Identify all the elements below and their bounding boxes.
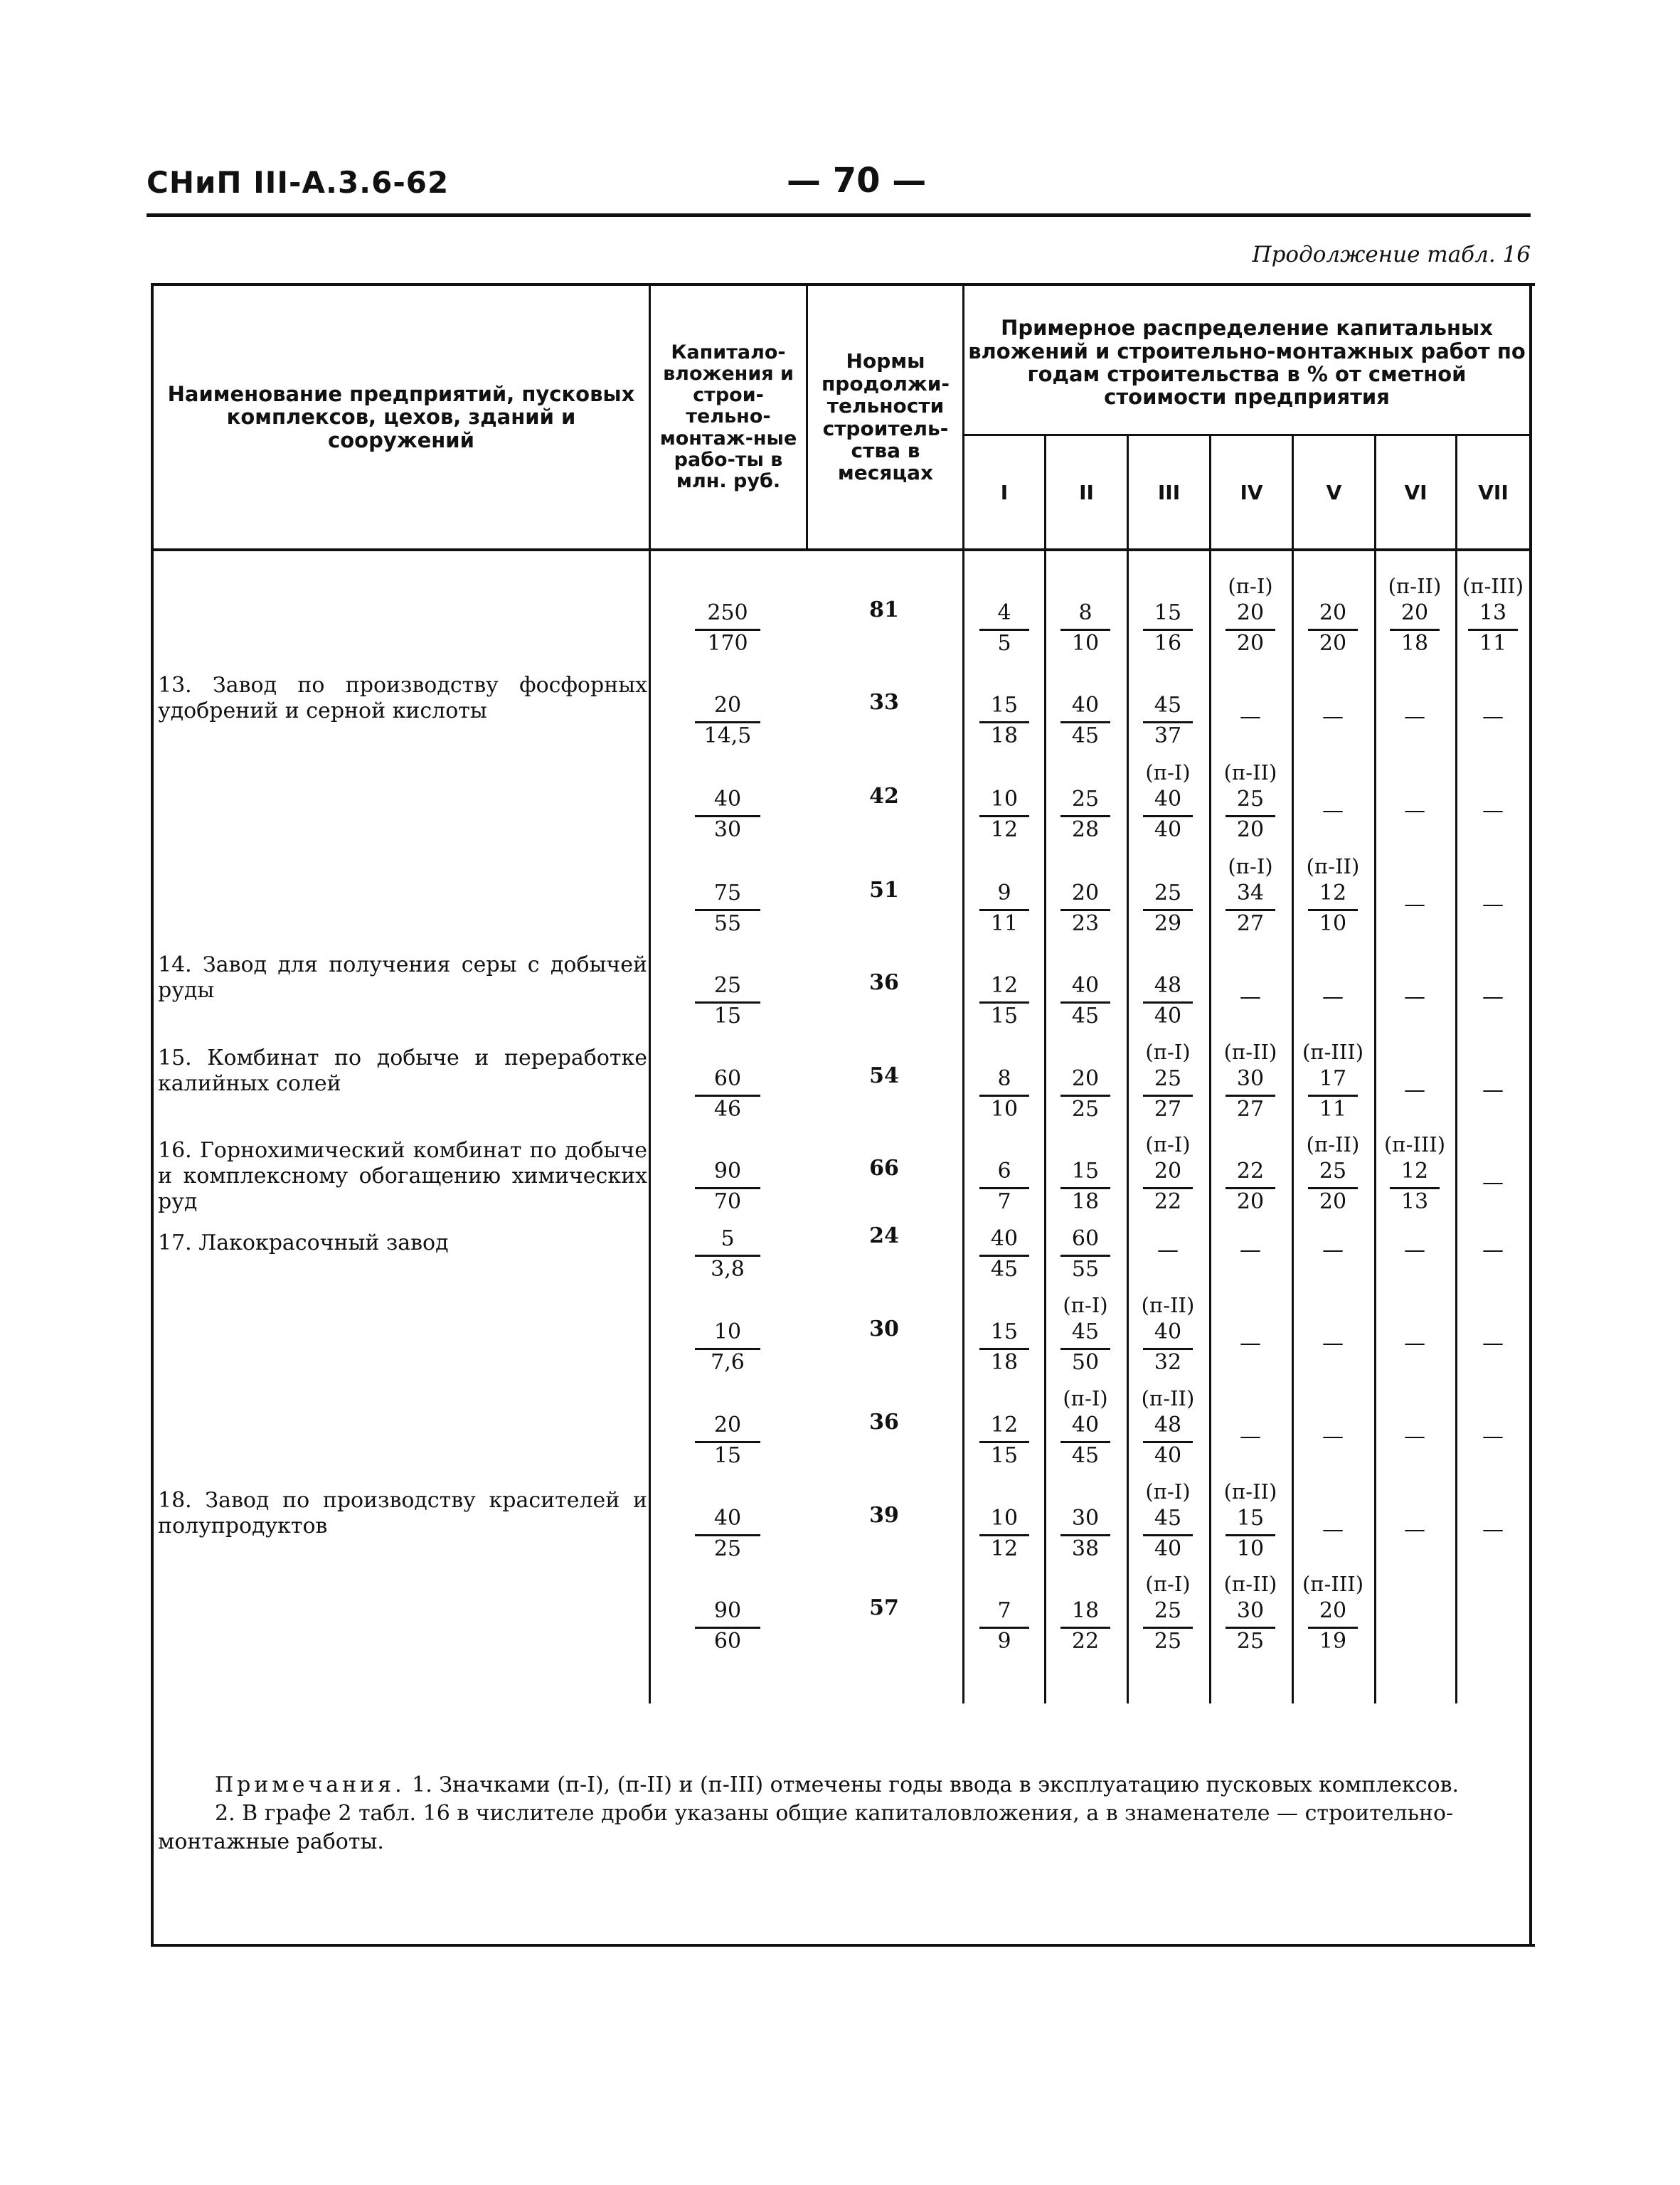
year-share-total: 8: [997, 1066, 1011, 1091]
capital-fraction: [671, 1504, 785, 1562]
year-share-total: 15: [990, 693, 1019, 718]
capital-fraction: [671, 1597, 785, 1654]
capital-fraction: [671, 1411, 785, 1469]
year-share-total: 7: [997, 1598, 1011, 1623]
construction-norm-months: 33: [869, 690, 899, 715]
year-share-construction: 18: [1390, 629, 1440, 656]
capital-construction: 170: [695, 629, 760, 656]
year-share-fraction: [1208, 760, 1293, 843]
year-share-total: 22: [1236, 1159, 1265, 1184]
year-share-total: 45: [1071, 1319, 1100, 1344]
empty-dash: —: [1240, 704, 1261, 729]
empty-dash: —: [1322, 1424, 1344, 1449]
header-norms-column: Нормы продолжи-тельности строитель-ства в месяцах: [821, 349, 950, 485]
capital-construction: 55: [695, 909, 760, 937]
year-share-fraction: [1125, 760, 1211, 843]
year-share-fraction: [1125, 691, 1211, 749]
year-share-total: 4: [997, 600, 1011, 625]
year-share-construction: 18: [979, 721, 1029, 749]
capital-fraction: [671, 691, 785, 749]
year-share-total: 18: [1071, 1598, 1100, 1623]
empty-dash: —: [1322, 1517, 1344, 1542]
year-share-construction: 19: [1308, 1627, 1358, 1654]
capital-total: 20: [713, 693, 742, 718]
year-share-construction: 25: [1060, 1095, 1110, 1122]
empty-dash: —: [1240, 1238, 1261, 1262]
year-share-fraction: [1208, 1039, 1293, 1122]
empty-dash: —: [1322, 1331, 1344, 1356]
year-share-fraction: [1450, 573, 1536, 656]
empty-dash: —: [1404, 892, 1425, 917]
year-share-total: 25: [1071, 787, 1100, 812]
launch-complex-mark: (п-III): [1302, 1572, 1364, 1596]
year-share-fraction: [1043, 599, 1128, 656]
capital-total: 90: [713, 1598, 742, 1623]
launch-complex-mark: (п-I): [1145, 1572, 1191, 1596]
year-share-total: 12: [990, 973, 1019, 998]
year-share-construction: 11: [1468, 629, 1518, 656]
year-share-construction: 27: [1226, 909, 1275, 937]
empty-dash: —: [1482, 1170, 1504, 1195]
construction-norm-months: 30: [869, 1317, 899, 1341]
year-share-fraction: [1043, 1157, 1128, 1215]
year-share-construction: 40: [1143, 1001, 1193, 1029]
year-share-total: 20: [1236, 600, 1265, 625]
item-16-name: 16. Горнохимический комбинат по добыче и комплексному обогащению химических руд: [158, 1138, 647, 1214]
year-share-construction: 55: [1060, 1255, 1110, 1282]
year-share-total: 45: [1154, 1506, 1182, 1531]
construction-norm-months: 39: [869, 1503, 899, 1528]
header-name-column: Наименование предприятий, пусковых комплексов, цехов, зданий и сооружений: [167, 381, 635, 452]
capital-fraction: [671, 785, 785, 843]
capital-construction: 30: [695, 815, 760, 843]
year-share-total: 20: [1071, 1066, 1100, 1091]
year-share-construction: 20: [1226, 1187, 1275, 1215]
year-share-fraction: [1208, 854, 1293, 937]
capital-total: 75: [713, 881, 742, 905]
empty-dash: —: [1404, 1517, 1425, 1542]
item-13-name: 13. Завод по производству фосфорных удобрений и серной кислоты: [158, 673, 647, 723]
year-share-fraction: [1043, 972, 1128, 1029]
year-share-fraction: [1125, 1292, 1211, 1376]
year-share-total: 25: [1154, 1066, 1182, 1091]
year-share-construction: 40: [1143, 1534, 1193, 1562]
year-share-fraction: [1043, 1504, 1128, 1562]
empty-dash: —: [1482, 1517, 1504, 1542]
year-share-total: 25: [1319, 1159, 1347, 1184]
year-share-construction: 40: [1143, 815, 1193, 843]
header-rule: [147, 213, 1531, 217]
header-year-3: III: [1157, 481, 1181, 505]
empty-dash: —: [1404, 984, 1425, 1009]
launch-complex-mark: (п-II): [1306, 1132, 1360, 1157]
year-share-fraction: [1208, 1157, 1293, 1215]
item-15-name: 15. Комбинат по добыче и переработке калийных солей: [158, 1046, 647, 1096]
year-share-fraction: [1125, 1571, 1211, 1654]
year-share-construction: 45: [1060, 1001, 1110, 1029]
year-share-fraction: [1125, 1386, 1211, 1469]
capital-fraction: [671, 1225, 785, 1282]
year-share-fraction: [1208, 1479, 1293, 1562]
capital-total: 25: [713, 973, 742, 998]
year-share-fraction: [962, 1411, 1047, 1469]
year-share-construction: 13: [1390, 1187, 1440, 1215]
capital-construction: 14,5: [695, 721, 760, 749]
construction-norm-months: 54: [869, 1063, 899, 1088]
year-share-fraction: [962, 785, 1047, 843]
empty-dash: —: [1404, 798, 1425, 823]
year-share-construction: 11: [1308, 1095, 1358, 1122]
year-share-total: 40: [1154, 787, 1182, 812]
capital-construction: 70: [695, 1187, 760, 1215]
year-share-total: 15: [1236, 1506, 1265, 1531]
year-share-construction: 25: [1143, 1627, 1193, 1654]
launch-complex-mark: (п-I): [1145, 1479, 1191, 1504]
launch-complex-mark: (п-II): [1306, 854, 1360, 878]
year-share-construction: 12: [979, 815, 1029, 843]
table-header-rule: [151, 548, 1532, 551]
capital-construction: 15: [695, 1441, 760, 1469]
construction-norm-months: 66: [869, 1156, 899, 1181]
capital-total: 250: [707, 600, 748, 625]
capital-construction: 46: [695, 1095, 760, 1122]
capital-construction: 60: [695, 1627, 760, 1654]
page-number: — 70 —: [787, 161, 927, 201]
year-share-construction: 10: [1308, 909, 1358, 937]
year-share-fraction: [1290, 599, 1376, 656]
table-notes: [158, 1771, 1521, 1856]
year-share-fraction: [962, 972, 1047, 1029]
year-share-fraction: [1372, 1132, 1457, 1215]
year-share-total: 15: [1071, 1159, 1100, 1184]
empty-dash: —: [1404, 1078, 1425, 1102]
capital-total: 60: [713, 1066, 742, 1091]
launch-complex-mark: (п-II): [1141, 1293, 1195, 1317]
year-share-total: 17: [1319, 1066, 1347, 1091]
capital-construction: 7,6: [695, 1348, 760, 1376]
item-18-name: 18. Завод по производству красителей и полупродуктов: [158, 1488, 647, 1538]
year-share-construction: 10: [1226, 1534, 1275, 1562]
item-14-name: 14. Завод для получения серы с добычей руды: [158, 952, 647, 1003]
capital-total: 40: [713, 787, 742, 812]
year-share-total: 30: [1071, 1506, 1100, 1531]
year-share-construction: 15: [979, 1441, 1029, 1469]
year-share-total: 40: [990, 1226, 1019, 1251]
year-share-fraction: [1043, 1225, 1128, 1282]
year-share-fraction: [962, 1157, 1047, 1215]
capital-construction: 15: [695, 1001, 760, 1029]
empty-dash: —: [1240, 1331, 1261, 1356]
year-share-fraction: [962, 1318, 1047, 1376]
year-share-total: 40: [1154, 1319, 1182, 1344]
year-share-construction: 22: [1143, 1187, 1193, 1215]
year-share-fraction: [1043, 1386, 1128, 1469]
empty-dash: —: [1404, 1424, 1425, 1449]
construction-norm-months: 42: [869, 784, 899, 809]
launch-complex-mark: (п-I): [1063, 1293, 1108, 1317]
year-share-total: 20: [1154, 1159, 1182, 1184]
notes-label: Примечания.: [215, 1772, 405, 1797]
year-share-construction: 10: [1060, 629, 1110, 656]
launch-complex-mark: (п-I): [1145, 760, 1191, 785]
table-continuation-caption: Продолжение табл. 16: [1252, 242, 1531, 267]
table-bottom-border: [151, 1944, 1535, 1947]
capital-fraction: [671, 1065, 785, 1122]
year-share-fraction: [1372, 573, 1457, 656]
year-share-total: 34: [1236, 881, 1265, 905]
year-share-total: 30: [1236, 1066, 1265, 1091]
year-share-fraction: [1208, 573, 1293, 656]
year-share-fraction: [962, 599, 1047, 656]
launch-complex-mark: (п-II): [1223, 1572, 1277, 1596]
header-year-6: VI: [1404, 481, 1428, 505]
year-share-fraction: [962, 691, 1047, 749]
year-share-total: 13: [1479, 600, 1507, 625]
empty-dash: —: [1482, 1078, 1504, 1102]
year-share-total: 40: [1071, 973, 1100, 998]
launch-complex-mark: (п-II): [1223, 1040, 1277, 1064]
year-share-total: 60: [1071, 1226, 1100, 1251]
year-share-construction: 27: [1143, 1095, 1193, 1122]
empty-dash: —: [1482, 892, 1504, 917]
construction-norm-months: 81: [869, 597, 899, 622]
year-share-construction: 11: [979, 909, 1029, 937]
launch-complex-mark: (п-II): [1223, 760, 1277, 785]
year-share-fraction: [1043, 1597, 1128, 1654]
year-share-fraction: [1208, 1571, 1293, 1654]
year-share-total: 15: [1154, 600, 1182, 625]
year-share-fraction: [1125, 1479, 1211, 1562]
year-share-construction: 37: [1143, 721, 1193, 749]
year-share-total: 25: [1236, 787, 1265, 812]
year-share-construction: 20: [1308, 1187, 1358, 1215]
year-share-construction: 38: [1060, 1534, 1110, 1562]
year-share-fraction: [1290, 1039, 1376, 1122]
year-share-total: 20: [1319, 600, 1347, 625]
year-share-construction: 40: [1143, 1441, 1193, 1469]
year-share-total: 25: [1154, 1598, 1182, 1623]
year-share-construction: 9: [979, 1627, 1029, 1654]
year-share-construction: 18: [1060, 1187, 1110, 1215]
year-share-total: 45: [1154, 693, 1182, 718]
empty-dash: —: [1482, 1331, 1504, 1356]
capital-fraction: [671, 599, 785, 656]
year-share-fraction: [1125, 599, 1211, 656]
year-share-total: 9: [997, 881, 1011, 905]
year-share-total: 25: [1154, 881, 1182, 905]
year-share-total: 30: [1236, 1598, 1265, 1623]
launch-complex-mark: (п-III): [1383, 1132, 1446, 1157]
year-share-construction: 15: [979, 1001, 1029, 1029]
year-share-construction: 45: [1060, 721, 1110, 749]
empty-dash: —: [1322, 984, 1344, 1009]
year-share-fraction: [1043, 691, 1128, 749]
header-distribution-column: Примерное распределение капитальных вложений и строительно-монтажных работ по годам строительства в % от сметной стоимости предприятия: [968, 316, 1526, 410]
year-share-construction: 23: [1060, 909, 1110, 937]
note-2: 2. В графе 2 табл. 16 в числителе дроби указаны общие капиталовложения, а в знаменателе — строительно-монтажные работы.: [158, 1801, 1454, 1854]
empty-dash: —: [1482, 1238, 1504, 1262]
year-share-construction: 7: [979, 1187, 1029, 1215]
capital-total: 5: [721, 1226, 735, 1251]
capital-total: 20: [713, 1413, 742, 1437]
year-share-fraction: [962, 1065, 1047, 1122]
capital-construction: 25: [695, 1534, 760, 1562]
year-share-construction: 20: [1308, 629, 1358, 656]
year-share-total: 48: [1154, 1413, 1182, 1437]
capital-total: 40: [713, 1506, 742, 1531]
construction-norm-months: 57: [869, 1595, 899, 1620]
empty-dash: —: [1240, 1424, 1261, 1449]
launch-complex-mark: (п-II): [1223, 1479, 1277, 1504]
launch-complex-mark: (п-III): [1302, 1040, 1364, 1064]
year-share-fraction: [1290, 1132, 1376, 1215]
year-share-fraction: [962, 1504, 1047, 1562]
year-share-total: 10: [990, 787, 1019, 812]
year-share-construction: 28: [1060, 815, 1110, 843]
year-share-total: 20: [1319, 1598, 1347, 1623]
year-share-construction: 45: [979, 1255, 1029, 1282]
year-share-total: 40: [1071, 1413, 1100, 1437]
year-share-total: 20: [1400, 600, 1429, 625]
header-year-4: IV: [1240, 481, 1263, 505]
year-share-fraction: [962, 879, 1047, 937]
construction-norm-months: 36: [869, 970, 899, 995]
year-share-construction: 18: [979, 1348, 1029, 1376]
year-share-fraction: [1290, 854, 1376, 937]
header-year-2: II: [1079, 481, 1094, 505]
year-share-construction: 20: [1226, 815, 1275, 843]
capital-construction: 3,8: [695, 1255, 760, 1282]
empty-dash: —: [1404, 704, 1425, 729]
note-1: [158, 1771, 1521, 1799]
year-share-fraction: [962, 1597, 1047, 1654]
empty-dash: —: [1240, 984, 1261, 1009]
year-share-construction: 50: [1060, 1348, 1110, 1376]
empty-dash: —: [1482, 1424, 1504, 1449]
empty-dash: —: [1482, 704, 1504, 729]
launch-complex-mark: (п-I): [1063, 1386, 1108, 1410]
year-share-construction: 45: [1060, 1441, 1110, 1469]
year-share-fraction: [1043, 1065, 1128, 1122]
year-share-construction: 29: [1143, 909, 1193, 937]
year-share-fraction: [1125, 972, 1211, 1029]
empty-dash: —: [1322, 704, 1344, 729]
document-code: СНиП III-А.3.6-62: [147, 165, 450, 200]
year-share-fraction: [1043, 1292, 1128, 1376]
year-share-fraction: [1043, 785, 1128, 843]
empty-dash: —: [1322, 798, 1344, 823]
year-share-total: 40: [1071, 693, 1100, 718]
year-share-total: 15: [990, 1319, 1019, 1344]
year-share-total: 12: [990, 1413, 1019, 1437]
year-share-construction: 32: [1143, 1348, 1193, 1376]
launch-complex-mark: (п-I): [1145, 1132, 1191, 1157]
year-share-fraction: [1125, 1039, 1211, 1122]
empty-dash: —: [1322, 1238, 1344, 1262]
note-1-text: 1. Значками (п-I), (п-II) и (п-III) отмечены годы ввода в эксплуатацию пусковых комплексов.: [412, 1772, 1460, 1797]
year-share-fraction: [1125, 1132, 1211, 1215]
header-year-7: VII: [1478, 481, 1509, 505]
header-year-5: V: [1326, 481, 1342, 505]
year-share-construction: 27: [1226, 1095, 1275, 1122]
capital-fraction: [671, 1157, 785, 1215]
empty-dash: —: [1482, 984, 1504, 1009]
year-share-fraction: [1043, 879, 1128, 937]
construction-norm-months: 51: [869, 878, 899, 903]
year-share-total: 10: [990, 1506, 1019, 1531]
launch-complex-mark: (п-II): [1141, 1386, 1195, 1410]
capital-fraction: [671, 972, 785, 1029]
year-share-total: 8: [1078, 600, 1092, 625]
header-year-1: I: [1000, 481, 1009, 505]
launch-complex-mark: (п-I): [1145, 1040, 1191, 1064]
year-share-total: 20: [1071, 881, 1100, 905]
construction-norm-months: 24: [869, 1223, 899, 1248]
year-share-total: 48: [1154, 973, 1182, 998]
capital-fraction: [671, 879, 785, 937]
empty-dash: —: [1157, 1238, 1179, 1262]
year-share-total: 6: [997, 1159, 1011, 1184]
year-share-total: 12: [1400, 1159, 1429, 1184]
year-share-total: 12: [1319, 881, 1347, 905]
capital-fraction: [671, 1318, 785, 1376]
year-share-construction: 16: [1143, 629, 1193, 656]
year-share-construction: 22: [1060, 1627, 1110, 1654]
capital-total: 90: [713, 1159, 742, 1184]
year-share-construction: 12: [979, 1534, 1029, 1562]
year-share-fraction: [1290, 1571, 1376, 1654]
empty-dash: —: [1404, 1238, 1425, 1262]
launch-complex-mark: (п-II): [1388, 574, 1442, 598]
year-share-fraction: [962, 1225, 1047, 1282]
item-17-name: 17. Лакокрасочный завод: [158, 1230, 449, 1255]
year-share-construction: 5: [979, 629, 1029, 656]
year-share-fraction: [1125, 879, 1211, 937]
year-share-construction: 25: [1226, 1627, 1275, 1654]
year-share-construction: 20: [1226, 629, 1275, 656]
empty-dash: —: [1404, 1331, 1425, 1356]
launch-complex-mark: (п-I): [1228, 854, 1273, 878]
table-right-border: [1529, 285, 1532, 1945]
launch-complex-mark: (п-III): [1462, 574, 1524, 598]
year-header-rule: [964, 434, 1529, 436]
construction-norm-months: 36: [869, 1410, 899, 1435]
header-capital-column: Капитало-вложения и строи-тельно-монтаж-ные рабо-ты в млн. руб.: [659, 341, 797, 493]
year-share-construction: 10: [979, 1095, 1029, 1122]
empty-dash: —: [1482, 798, 1504, 823]
capital-total: 10: [713, 1319, 742, 1344]
launch-complex-mark: (п-I): [1228, 574, 1273, 598]
